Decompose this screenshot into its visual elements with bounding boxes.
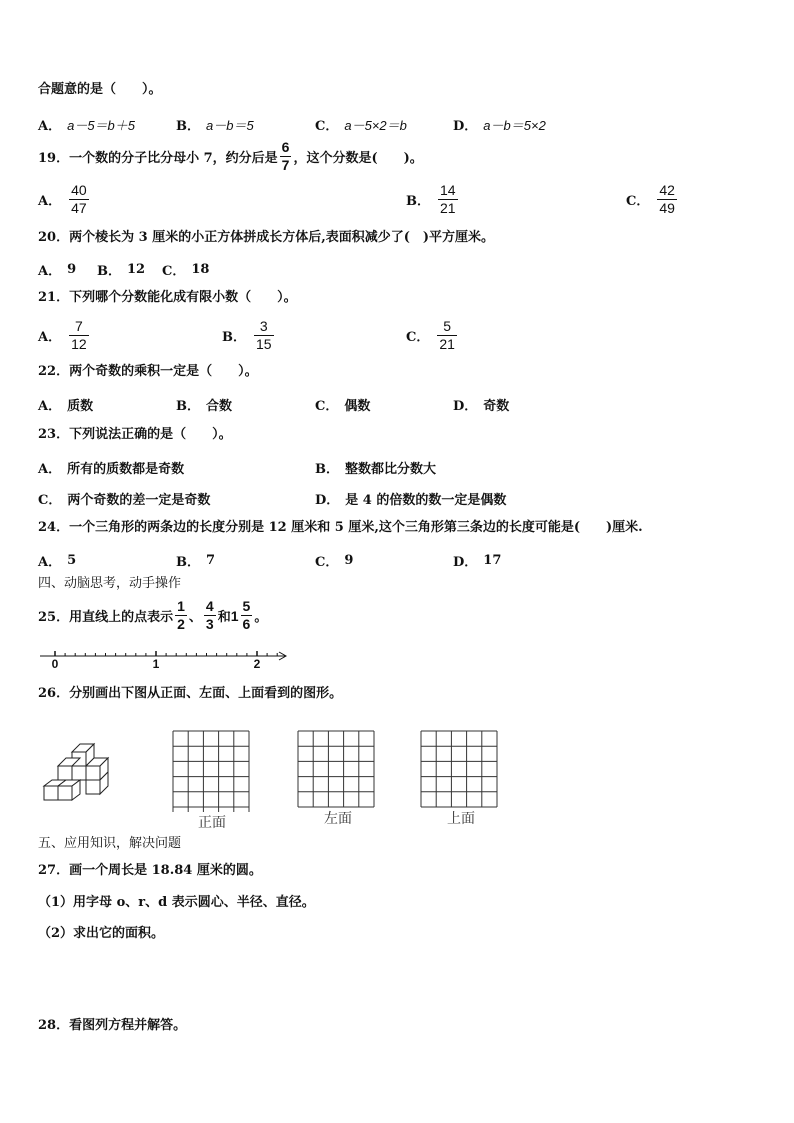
q23-option-a: A． 所有的质数都是奇数: [38, 462, 185, 477]
q22-option-c: C． 偶数: [315, 399, 371, 414]
number-line-label-2: 2: [253, 657, 261, 671]
q23-option-b: B． 整数都比分数大: [315, 462, 437, 477]
q23-stem: 23．下列说法正确的是（ ）。: [38, 427, 232, 442]
q21-option-c: C． $\frac{5}{21}$: [406, 318, 455, 352]
q19-stem: 19．一个数的分子比分母小 7，约分后是 $\frac{6}{7}$ ，这个分数是( )。: [38, 139, 423, 173]
q22-option-b: B． 合数: [176, 399, 233, 414]
q19-option-c: C． $\frac{42}{49}$: [626, 182, 675, 216]
q19-option-a: A． $\frac{40}{47}$: [38, 182, 87, 216]
cube-stack-figure: [40, 738, 126, 802]
section-4-heading: 四、动脑思考，动手操作: [38, 576, 182, 591]
grid-top-view: [420, 730, 500, 812]
q25-fraction-2: $\frac{4}{3}$: [205, 598, 214, 632]
q25-fraction-1: $\frac{1}{2}$: [177, 598, 185, 632]
q20-stem: 20．两个棱长为 3 厘米的小正方体拼成长方体后,表面积减少了( )平方厘米。: [38, 230, 495, 245]
grid-left-view: [297, 730, 377, 812]
q23-option-c: C． 两个奇数的差一定是奇数: [38, 493, 211, 508]
q19-option-b: B． $\frac{14}{21}$: [406, 182, 456, 216]
section-5-heading: 五、应用知识，解决问题: [38, 836, 182, 851]
q22-option-a: A． 质数: [38, 399, 94, 414]
q20-option-a: A． 9: [38, 262, 77, 279]
grid-top-label: 上面: [447, 811, 475, 827]
q18-option-b: B． a－b＝5: [176, 118, 254, 134]
q27-stem: 27．画一个周长是 18.84 厘米的圆。: [38, 863, 262, 878]
q25-stem: 25．用直线上的点表示 $\frac{1}{2}$ 、 $\frac{4}{3}$ 和 1 $\frac{5}{6}$ 。: [38, 598, 268, 632]
grid-front-view: [172, 730, 252, 812]
q20-option-b: B． 12: [97, 262, 146, 279]
q21-stem: 21．下列哪个分数能化成有限小数（ ）。: [38, 290, 297, 305]
grid-left-label: 左面: [324, 811, 352, 827]
q21-option-a: A． $\frac{7}{12}$: [38, 318, 87, 352]
q18-option-a: A． a－5＝b＋5: [38, 118, 136, 134]
q21-option-b: B． $\frac{3}{15}$: [222, 318, 272, 352]
q23-option-d: D． 是 4 的倍数的数一定是偶数: [315, 493, 507, 508]
q18-option-d: D． a－b＝5×2: [453, 118, 546, 134]
q27-sub2: （2）求出它的面积。: [38, 926, 165, 941]
q22-stem: 22．两个奇数的乘积一定是（ ）。: [38, 364, 258, 379]
q28-stem: 28．看图列方程并解答。: [38, 1018, 187, 1033]
number-line-label-0: 0: [51, 657, 59, 671]
grid-front-label: 正面: [198, 815, 226, 831]
q24-option-c: C． 9: [315, 553, 354, 570]
q22-option-d: D． 奇数: [453, 399, 510, 414]
q24-stem: 24．一个三角形的两条边的长度分别是 12 厘米和 5 厘米,这个三角形第三条边的长度可能是( )厘米.: [38, 520, 643, 535]
q24-option-a: A． 5: [38, 553, 77, 570]
q25-mixed-number: 1 $\frac{5}{6}$: [230, 598, 251, 632]
number-line: [38, 648, 298, 672]
q24-option-b: B． 7: [176, 553, 216, 570]
q19-fraction: $\frac{6}{7}$: [281, 139, 290, 173]
q24-option-d: D． 17: [453, 553, 502, 570]
q20-option-c: C． 18: [162, 262, 210, 279]
q18-stem-tail: 合题意的是（ ）。: [38, 82, 162, 97]
number-line-label-1: 1: [152, 657, 160, 671]
q18-option-c: C． a－5×2＝b: [315, 118, 407, 134]
q26-stem: 26．分别画出下图从正面、左面、上面看到的图形。: [38, 686, 343, 701]
q27-sub1: （1）用字母 o、r、d 表示圆心、半径、直径。: [38, 895, 315, 910]
